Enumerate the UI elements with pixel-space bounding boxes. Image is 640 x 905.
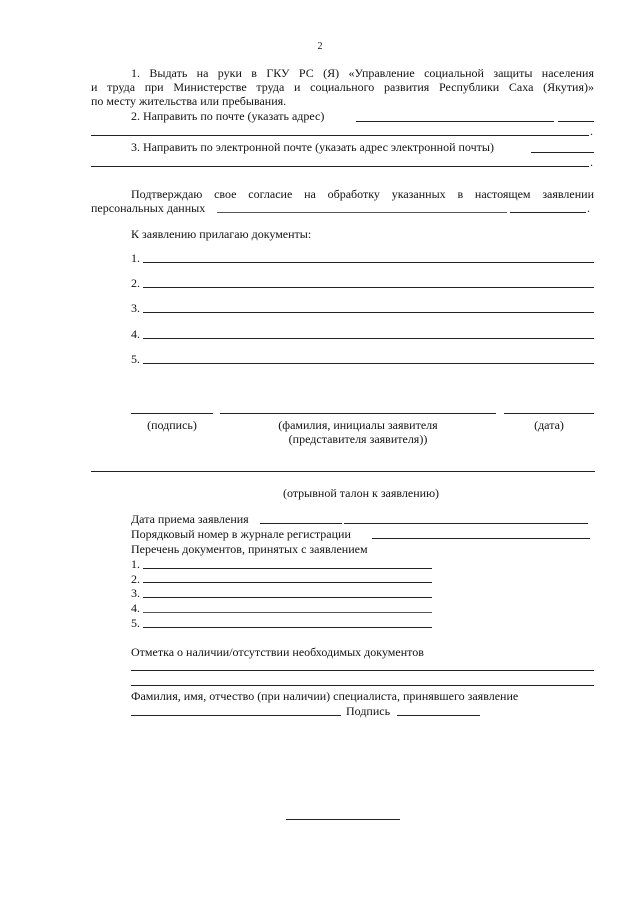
receipt-doc-field-4[interactable] [143, 612, 432, 613]
attachment-field-5[interactable] [143, 363, 594, 364]
receipt-specialist-label: Фамилия, имя, отчество (при наличии) специалиста, принявшего заявление [131, 689, 519, 703]
delivery-option-1-line-3: по месту жительства или пребывания. [91, 94, 287, 108]
consent-field[interactable] [217, 212, 507, 213]
receipt-date-label: Дата приема заявления [131, 512, 249, 526]
receipt-doc-number-4: 4. [131, 601, 140, 615]
receipt-sign-label: Подпись [346, 704, 391, 718]
bottom-separator [286, 819, 400, 820]
attachment-number-4: 4. [131, 327, 140, 341]
attachment-field-2[interactable] [143, 287, 594, 288]
attachment-field-3[interactable] [143, 312, 594, 313]
receipt-doc-field-5[interactable] [143, 627, 432, 628]
email-field-2[interactable] [91, 166, 589, 167]
postal-address-period: . [590, 124, 593, 138]
postal-address-field-2[interactable] [91, 135, 589, 136]
receipt-doc-number-3: 3. [131, 586, 140, 600]
delivery-option-1-line-2: и труда при Министерстве труда и социального развития Республики Саха (Якутия)» [91, 80, 594, 94]
attachment-number-3: 3. [131, 301, 140, 315]
receipt-doc-number-2: 2. [131, 572, 140, 586]
attachments-title: К заявлению прилагаю документы: [131, 227, 312, 241]
receipt-doc-number-1: 1. [131, 557, 140, 571]
email-period: . [590, 155, 593, 169]
receipt-mark-field-1[interactable] [131, 670, 594, 671]
applicant-name-line[interactable] [220, 413, 496, 414]
attachment-number-2: 2. [131, 276, 140, 290]
attachment-number-5: 5. [131, 352, 140, 366]
consent-field-2[interactable] [510, 212, 586, 213]
consent-line-2: персональных данных [91, 201, 206, 215]
postal-address-field-1b[interactable] [558, 121, 594, 122]
signature-line[interactable] [131, 413, 213, 414]
attachment-field-4[interactable] [143, 338, 594, 339]
receipt-date-field-1[interactable] [260, 523, 342, 524]
attachment-field-1[interactable] [143, 262, 594, 263]
receipt-doc-field-1[interactable] [143, 568, 432, 569]
delivery-option-2-label: 2. Направить по почте (указать адрес) [131, 109, 325, 123]
receipt-title: (отрывной талон к заявлению) [282, 486, 440, 500]
postal-address-field-1[interactable] [356, 121, 554, 122]
applicant-name-caption-2: (представителя заявителя)) [288, 432, 428, 446]
receipt-doc-number-5: 5. [131, 616, 140, 630]
applicant-name-caption-1: (фамилия, инициалы заявителя [278, 418, 438, 432]
receipt-mark-field-2[interactable] [131, 685, 594, 686]
date-caption: (дата) [534, 418, 564, 432]
signature-caption: (подпись) [147, 418, 197, 432]
receipt-sign-field[interactable] [397, 715, 480, 716]
delivery-option-3-label: 3. Направить по электронной почте (указать адрес электронной почты) [131, 140, 494, 154]
receipt-specialist-name-field[interactable] [131, 715, 341, 716]
page-number: 2 [317, 41, 323, 52]
receipt-doc-field-3[interactable] [143, 597, 432, 598]
consent-line-1: Подтверждаю свое согласие на обработку указанных в настоящем заявлении [131, 187, 594, 201]
email-field-1[interactable] [531, 152, 594, 153]
receipt-reg-number-field[interactable] [372, 538, 590, 539]
receipt-date-field-2[interactable] [344, 523, 588, 524]
cut-line-divider [91, 471, 595, 472]
receipt-mark-label: Отметка о наличии/отсутствии необходимых документов [131, 645, 424, 659]
date-line[interactable] [504, 413, 594, 414]
attachment-number-1: 1. [131, 251, 140, 265]
receipt-reg-number-label: Порядковый номер в журнале регистрации [131, 527, 351, 541]
consent-period: . [587, 201, 590, 215]
receipt-doc-field-2[interactable] [143, 582, 432, 583]
receipt-docs-label: Перечень документов, принятых с заявлением [131, 542, 368, 556]
delivery-option-1-line-1: 1. Выдать на руки в ГКУ РС (Я) «Управление социальной защиты населения [131, 66, 594, 80]
